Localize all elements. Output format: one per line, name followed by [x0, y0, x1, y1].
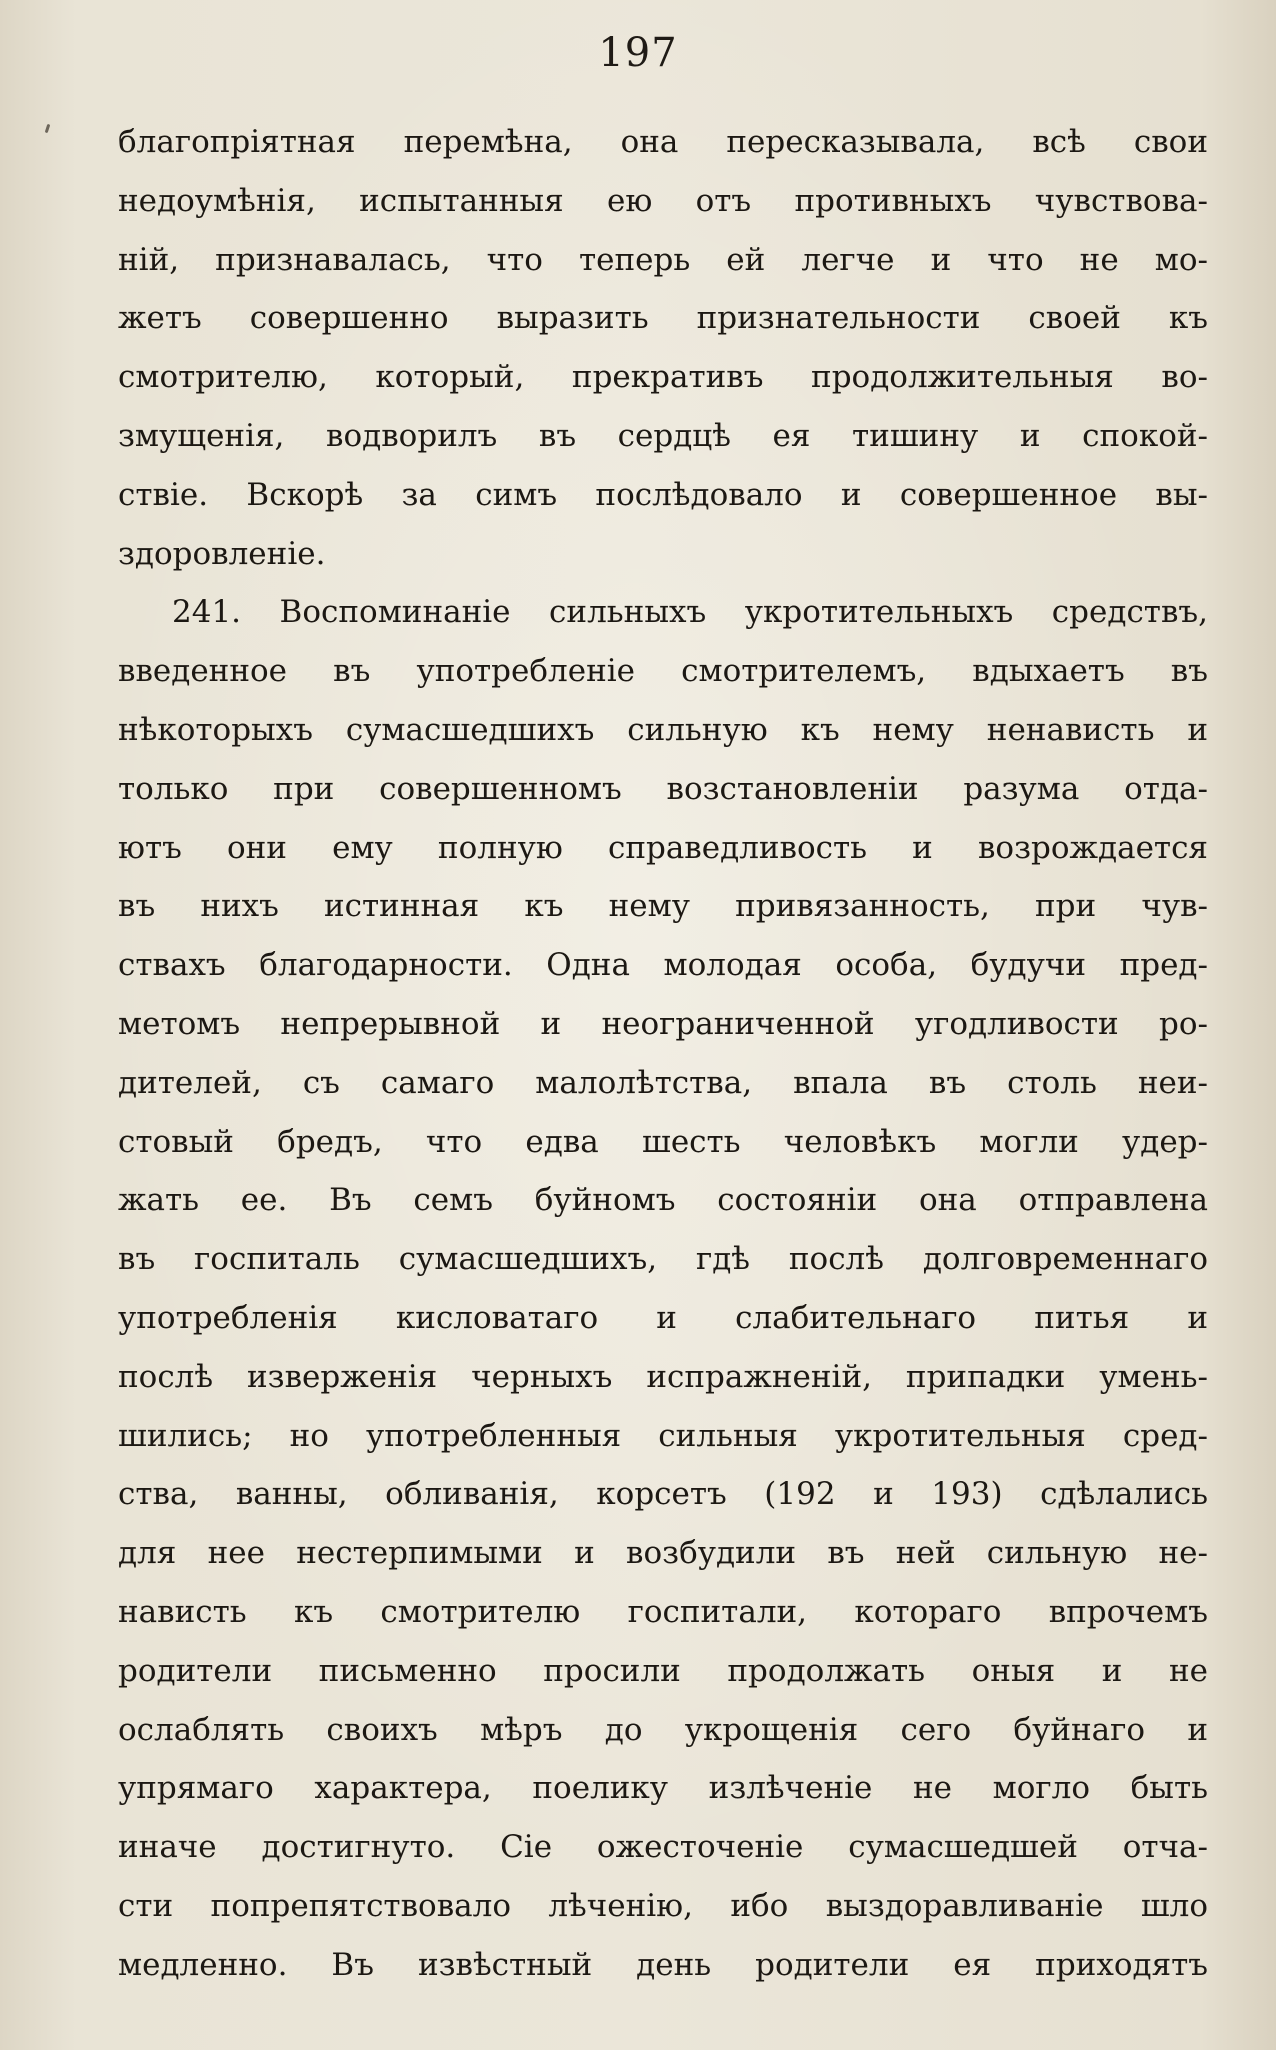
text-line: ствіе. Вскорѣ за симъ послѣдовало и совершенное вы- — [118, 476, 1208, 513]
text-line: жетъ совершенно выразить признательности своей къ — [118, 300, 1208, 337]
text-line: ній, признавалась, что теперь ей легче и что не мо- — [118, 241, 1208, 278]
text-line: ствахъ благодарности. Одна молодая особа, будучи пред- — [118, 947, 1208, 984]
text-line: шились; но употребленныя сильныя укротительныя сред- — [118, 1417, 1208, 1454]
text-line: сти попрепятствовало лѣченію, ибо выздоравливаніе шло — [118, 1887, 1208, 1924]
text-line: недоумѣнія, испытанныя ею отъ противныхъ чувствова- — [118, 182, 1208, 219]
text-line: родители письменно просили продолжать оныя и не — [118, 1652, 1208, 1689]
text-line: нависть къ смотрителю госпитали, котораго впрочемъ — [118, 1593, 1208, 1630]
page-number: 197 — [598, 30, 678, 76]
text-line: употребленія кисловатаго и слабительнаго питья и — [118, 1299, 1208, 1336]
text-line: въ нихъ истинная къ нему привязанность, при чув- — [118, 888, 1208, 925]
text-line: змущенія, водворилъ въ сердцѣ ея тишину и спокой- — [118, 417, 1208, 454]
text-line: иначе достигнуто. Сіе ожесточеніе сумасшедшей отча- — [118, 1829, 1208, 1866]
text-line: метомъ непрерывной и неограниченной угодливости ро- — [118, 1005, 1208, 1042]
text-line: для нее нестерпимыми и возбудили въ ней сильную не- — [118, 1535, 1208, 1572]
text-line: здоровленіе. — [118, 535, 326, 572]
text-line: смотрителю, который, прекративъ продолжительныя во- — [118, 359, 1208, 396]
text-line: медленно. Въ извѣстный день родители ея приходятъ — [118, 1946, 1208, 1983]
text-line: въ госпиталь сумасшедшихъ, гдѣ послѣ долговременнаго — [118, 1241, 1208, 1278]
text-line: жать ее. Въ семъ буйномъ состояніи она отправлена — [118, 1182, 1208, 1219]
text-line: нѣкоторыхъ сумасшедшихъ сильную къ нему ненависть и — [118, 711, 1208, 748]
text-line: дителей, съ самаго малолѣтства, впала въ столь неи- — [118, 1064, 1208, 1101]
paragraph-start-line: 241. Воспоминаніе сильныхъ укротительныхъ средствъ, — [172, 594, 1208, 631]
text-line: введенное въ употребленіе смотрителемъ, вдыхаетъ въ — [118, 653, 1208, 690]
text-line: благопріятная перемѣна, она пересказывала, всѣ свои — [118, 124, 1208, 160]
text-line: только при совершенномъ возстановленіи разума отда- — [118, 770, 1208, 807]
text-line: упрямаго характера, поелику излѣченіе не могло быть — [118, 1770, 1208, 1807]
ink-speck — [45, 124, 51, 133]
text-line: послѣ изверженія черныхъ испражненій, припадки умень- — [118, 1358, 1208, 1395]
text-line: ютъ они ему полную справедливость и возрождается — [118, 829, 1208, 866]
text-line: ослаблять своихъ мѣръ до укрощенія сего буйнаго и — [118, 1711, 1208, 1748]
body-text — [118, 113, 1208, 1995]
text-line: стовый бредъ, что едва шесть человѣкъ могли удер- — [118, 1123, 1208, 1160]
text-line: ства, ванны, обливанія, корсетъ (192 и 193) сдѣлались — [118, 1476, 1208, 1513]
